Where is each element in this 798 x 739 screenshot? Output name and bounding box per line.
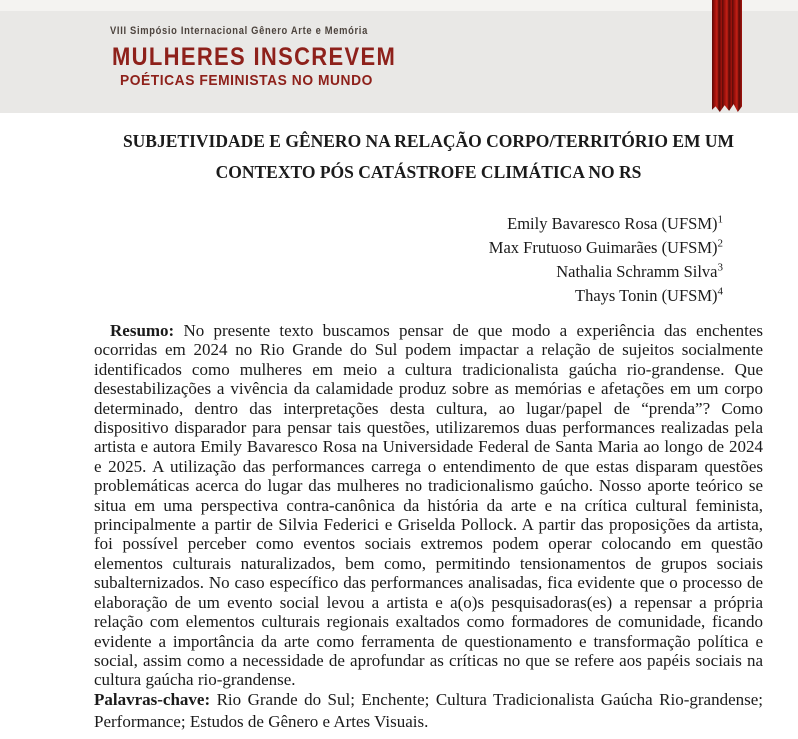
event-kicker: VIII Simpósio Internacional Gênero Arte e Memória — [110, 25, 368, 37]
keywords-paragraph — [94, 689, 763, 732]
paper-title-line2: CONTEXTO PÓS CATÁSTROFE CLIMÁTICA NO RS — [215, 162, 642, 182]
abstract-paragraph — [94, 321, 763, 690]
red-threads-decoration — [712, 0, 742, 112]
authors-block — [489, 212, 723, 308]
author-name: Nathalia Schramm Silva — [556, 262, 718, 281]
author-line — [489, 260, 723, 284]
author-footnote-marker: 2 — [717, 237, 723, 250]
author-line — [489, 236, 723, 260]
abstract-text: No presente texto buscamos pensar de que modo a experiência das enchentes ocorridas em 2024 no Rio Grande do Sul podem impactar a relação de sujeitos socialmente identificados como mulheres em meio a cultura tradicionalista gaúcha rio-grandense. Que desestabilizações a vivência da calamidade produz sobre as memórias e afetações em um corpo determinado, dentro das interpretações desta cultura, ao lugar/papel de “prenda”? Como dispositivo disparador para pensar tais questões, utilizaremos duas performances realizadas pela artista e autora Emily Bavaresco Rosa na Universidade Federal de Santa Maria ao longo de 2024 e 2025. A utilização das performances carrega o entendimento de que estas disparam questões problemáticas acerca do lugar das mulheres no tradicionalismo gaúcho. Nosso aporte teórico se situa em uma perspectiva contra-canônica da história da arte e na crítica cultural feminista, principalmente a partir de Silvia Federici e Griselda Pollock. A partir das proposições da artista, foi possível perceber como eventos sociais extremos podem operar colocando em questão elementos culturais naturalizados, bem como, permitindo tensionamentos de grupos sociais subalternizados. No caso específico das performances analisadas, fica evidente que o processo de elaboração de um evento social levou a artista e a(o)s pesquisadoras(es) a repensar a própria relação com elementos culturais regionais exaltados como formadores de comunidade, ficando evidente a importância da arte como ferramenta de questionamento e transformação política e social, assim como a necessidade de aprofundar as críticas no que se refere aos papéis sociais na cultura gaúcha rio-grandense. — [94, 321, 763, 690]
paper-title — [94, 126, 763, 188]
author-line — [489, 284, 723, 308]
author-line — [489, 212, 723, 236]
event-masthead — [0, 0, 798, 113]
keywords-label: Palavras-chave: — [94, 690, 211, 709]
masthead-top-strip — [0, 0, 798, 11]
author-footnote-marker: 1 — [717, 213, 723, 226]
author-name: Thays Tonin (UFSM) — [575, 286, 718, 305]
keywords-text: Rio Grande do Sul; Enchente; Cultura Tradicionalista Gaúcha Rio-grandense; Performance; Estudos de Gênero e Artes Visuais. — [94, 690, 763, 731]
author-footnote-marker: 3 — [717, 261, 723, 274]
abstract-label: Resumo: — [110, 321, 175, 340]
author-name: Max Frutuoso Guimarães (UFSM) — [488, 238, 718, 257]
author-name: Emily Bavaresco Rosa (UFSM) — [507, 214, 718, 233]
event-brand-subtitle: POÉTICAS FEMINISTAS NO MUNDO — [120, 72, 373, 89]
event-brand-title: MULHERES INSCREVEM — [112, 43, 397, 71]
paper-title-line1: SUBJETIVIDADE E GÊNERO NA RELAÇÃO CORPO/TERRITÓRIO EM UM — [122, 131, 735, 151]
author-footnote-marker: 4 — [717, 285, 723, 298]
